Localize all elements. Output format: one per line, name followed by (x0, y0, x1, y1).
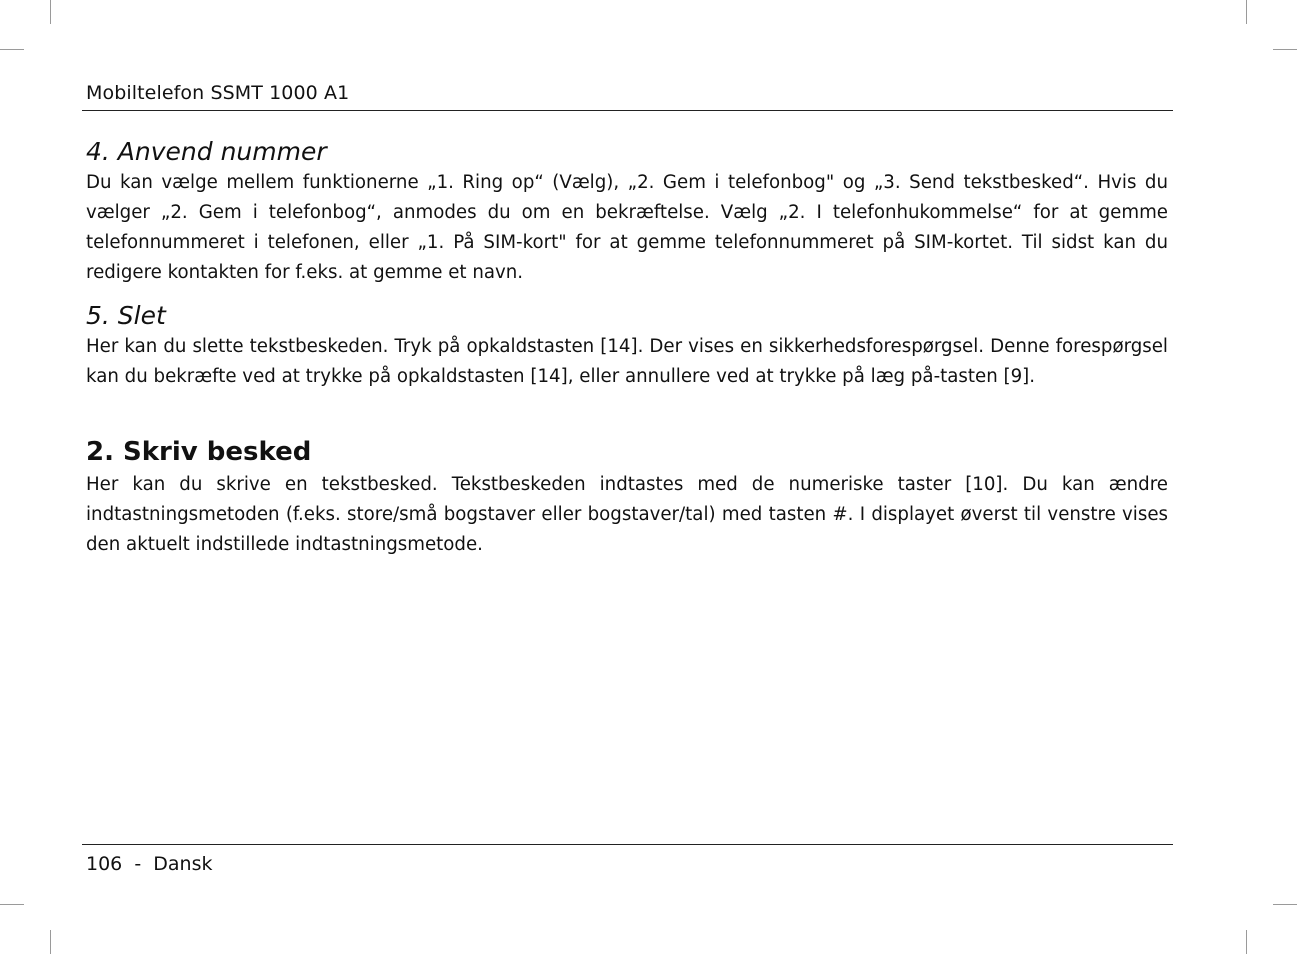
section-text-anvend-nummer: Du kan vælge mellem funktionerne „1. Ring op“ (Vælg), „2. Gem i telefonbog" og „3. Send tekstbesked“. Hvis du vælger „2. Gem i telefonbog“, anmodes du om en bekræftelse. Vælg „2. I telefonhukommelse“ for at gemme telefonnummeret i telefonen, eller „1. På SIM-kort" for at gemme telefonnummeret på SIM-kortet. Til sidst kan du redigere kontakten for f.eks. at gemme et navn. (86, 172, 1168, 283)
section-heading-slet: 5. Slet (86, 301, 166, 330)
section-heading-anvend-nummer: 4. Anvend nummer (86, 137, 327, 166)
page-footer: 106 - Dansk (86, 853, 213, 875)
header-rule (82, 110, 1173, 111)
crop-mark-bottom-right-h (1273, 904, 1297, 905)
crop-mark-top-right (1246, 0, 1247, 24)
crop-mark-top-right-h (1273, 49, 1297, 50)
section-text-skriv-besked: Her kan du skrive en tekstbesked. Tekstbeskeden indtastes med de numeriske taster [10]. Du kan ændre indtastningsmetoden (f.eks. store/små bogstaver eller bogstaver/tal) med tasten #. I displayet øverst til venstre vises den aktuelt indstillede indtastningsmetode. (86, 474, 1168, 555)
section-text-slet: Her kan du slette tekstbeskeden. Tryk på opkaldstasten [14]. Der vises en sikkerhedsforespørgsel. Denne forespørgsel kan du bekræfte ved at trykke på opkaldstasten [14], eller annullere ved at trykke på læg på-tasten [9]. (86, 336, 1168, 387)
crop-mark-bottom-left (50, 930, 51, 954)
crop-mark-bottom-right (1246, 930, 1247, 954)
crop-mark-bottom-left-h (0, 904, 24, 905)
running-header: Mobiltelefon SSMT 1000 A1 (86, 82, 350, 104)
footer-rule (82, 844, 1173, 845)
section-heading-skriv-besked: 2. Skriv besked (86, 437, 312, 467)
crop-mark-top-left-h (0, 49, 24, 50)
page-content (86, 136, 1168, 560)
crop-mark-top-left (50, 0, 51, 24)
